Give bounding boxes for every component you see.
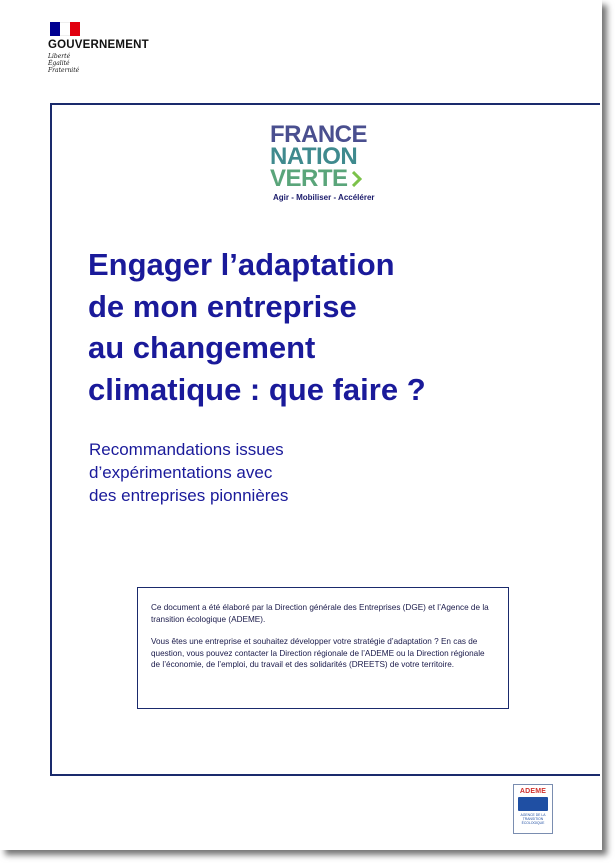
info-paragraph-contact: Vous êtes une entreprise et souhaitez développer votre stratégie d’adaptation ? En cas de question, vous pouvez contacter la Direction régionale de l’ADEME ou la Direction régionale de l’économie, de l’emploi, du travail et des solidarités (DREETS) de votre territoire. (151, 637, 485, 669)
subtitle-line: des entreprises pionnières (89, 486, 289, 505)
logo-line-france: FRANCE (270, 121, 367, 148)
ademe-logo (513, 784, 553, 834)
ademe-wordmark: ADEME (519, 788, 547, 795)
ademe-subtitle: AGENCE DE LA TRANSITION ÉCOLOGIQUE (520, 813, 546, 825)
logo-line-verte-row (270, 165, 385, 192)
french-flag-icon (50, 22, 80, 36)
france-nation-verte-logo (270, 121, 385, 202)
document-subtitle (89, 438, 389, 507)
motto-liberte: Liberté (48, 53, 71, 60)
subtitle-line: Recommandations issues (89, 440, 284, 459)
info-box (137, 587, 509, 709)
title-line: au changement (88, 330, 316, 365)
document-title (88, 244, 518, 410)
title-line: climatique : que faire ? (88, 371, 426, 407)
logo-line-nation: NATION (270, 143, 358, 170)
title-line: Engager l’adaptation (88, 247, 395, 282)
chevron-right-icon (352, 171, 362, 187)
motto-egalite: Égalité (48, 60, 70, 67)
title-line: de mon entreprise (88, 288, 357, 324)
republic-motto (48, 53, 149, 74)
ademe-emblem-icon (518, 797, 548, 811)
motto-fraternite: Fraternité (48, 67, 80, 74)
government-block (48, 22, 149, 74)
logo-line-verte: VERTE (270, 165, 348, 192)
subtitle-line: d’expérimentations avec (89, 463, 273, 482)
logo-tagline: Agir - Mobiliser - Accélérer (273, 193, 375, 202)
info-paragraph-authors: Ce document a été élaboré par la Direction générale des Entreprises (DGE) et l’Agence de la transition écologique (ADEME). (151, 603, 489, 624)
government-label: GOUVERNEMENT (48, 39, 149, 51)
